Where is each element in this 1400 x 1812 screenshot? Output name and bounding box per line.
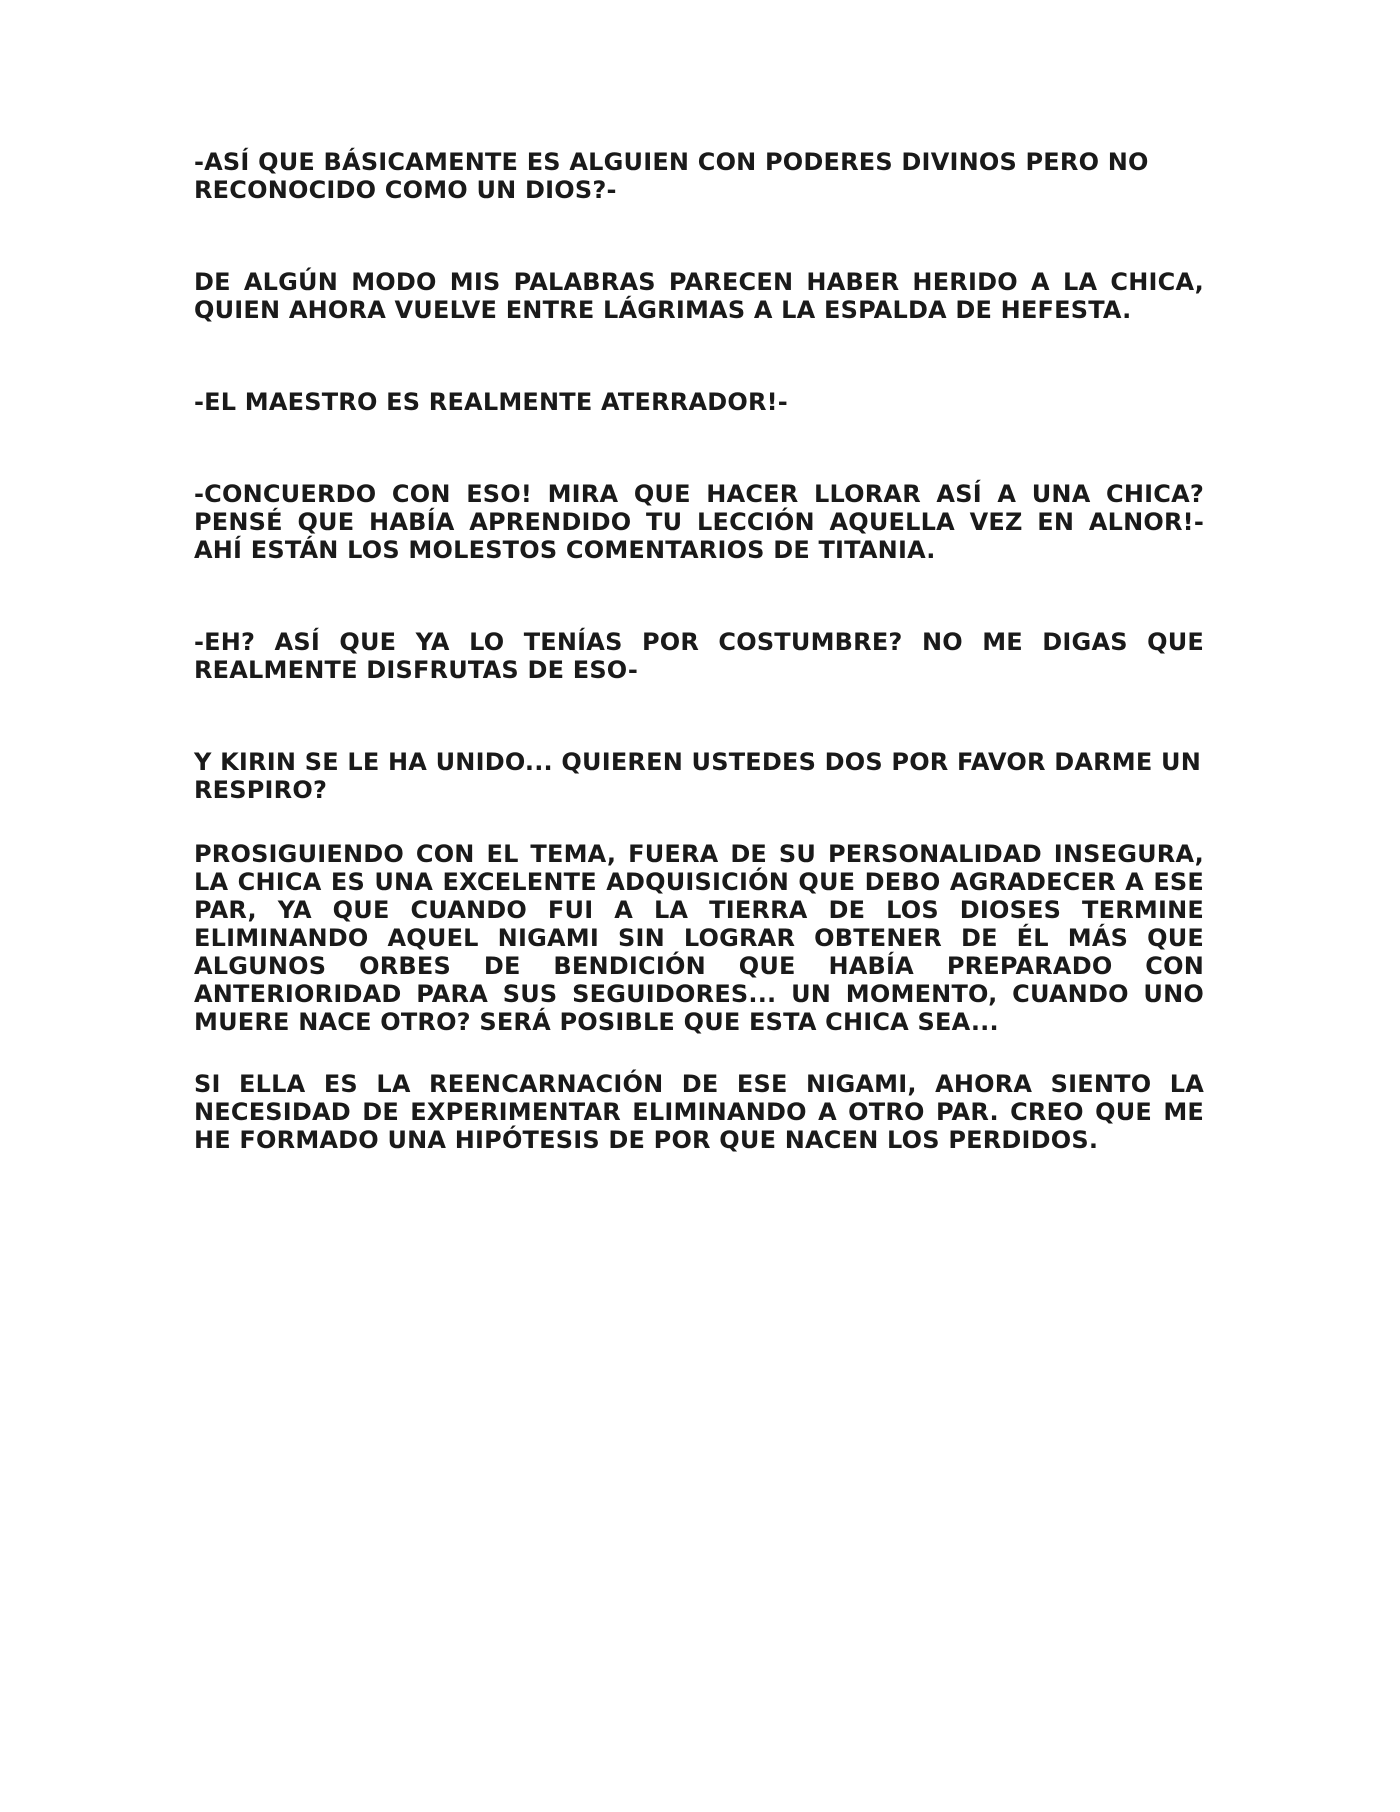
paragraph-2: DE ALGÚN MODO MIS PALABRAS PARECEN HABER HERIDO A LA CHICA, QUIEN AHORA VUELVE ENTRE LÁGRIMAS A LA ESPALDA DE HEFESTA. <box>194 268 1204 324</box>
paragraph-6: Y KIRIN SE LE HA UNIDO... QUIEREN USTEDES DOS POR FAVOR DARME UN RESPIRO? <box>194 748 1201 804</box>
paragraph-4: -CONCUERDO CON ESO! MIRA QUE HACER LLORAR ASÍ A UNA CHICA? PENSÉ QUE HABÍA APRENDIDO TU LECCIÓN AQUELLA VEZ EN ALNOR!- AHÍ ESTÁN LOS MOLESTOS COMENTARIOS DE TITANIA. <box>194 480 1204 564</box>
paragraph-8: SI ELLA ES LA REENCARNACIÓN DE ESE NIGAMI, AHORA SIENTO LA NECESIDAD DE EXPERIMENTAR ELIMINANDO A OTRO PAR. CREO QUE ME HE FORMADO UNA HIPÓTESIS DE POR QUE NACEN LOS PERDIDOS. <box>194 1070 1204 1154</box>
paragraph-5: -EH? ASÍ QUE YA LO TENÍAS POR COSTUMBRE? NO ME DIGAS QUE REALMENTE DISFRUTAS DE ESO- <box>194 628 1204 684</box>
paragraph-1: -ASÍ QUE BÁSICAMENTE ES ALGUIEN CON PODERES DIVINOS PERO NO RECONOCIDO COMO UN DIOS?- <box>194 148 1149 204</box>
paragraph-3: -EL MAESTRO ES REALMENTE ATERRADOR!- <box>194 388 788 416</box>
paragraph-7: PROSIGUIENDO CON EL TEMA, FUERA DE SU PERSONALIDAD INSEGURA, LA CHICA ES UNA EXCELENTE ADQUISICIÓN QUE DEBO AGRADECER A ESE PAR, YA QUE CUANDO FUI A LA TIERRA DE LOS DIOSES TERMINE ELIMINANDO AQUEL NIGAMI SIN LOGRAR OBTENER DE ÉL MÁS QUE ALGUNOS ORBES DE BENDICIÓN QUE HABÍA PREPARADO CON ANTERIORIDAD PARA SUS SEGUIDORES... UN MOMENTO, CUANDO UNO MUERE NACE OTRO? SERÁ POSIBLE QUE ESTA CHICA SEA... <box>194 840 1204 1036</box>
